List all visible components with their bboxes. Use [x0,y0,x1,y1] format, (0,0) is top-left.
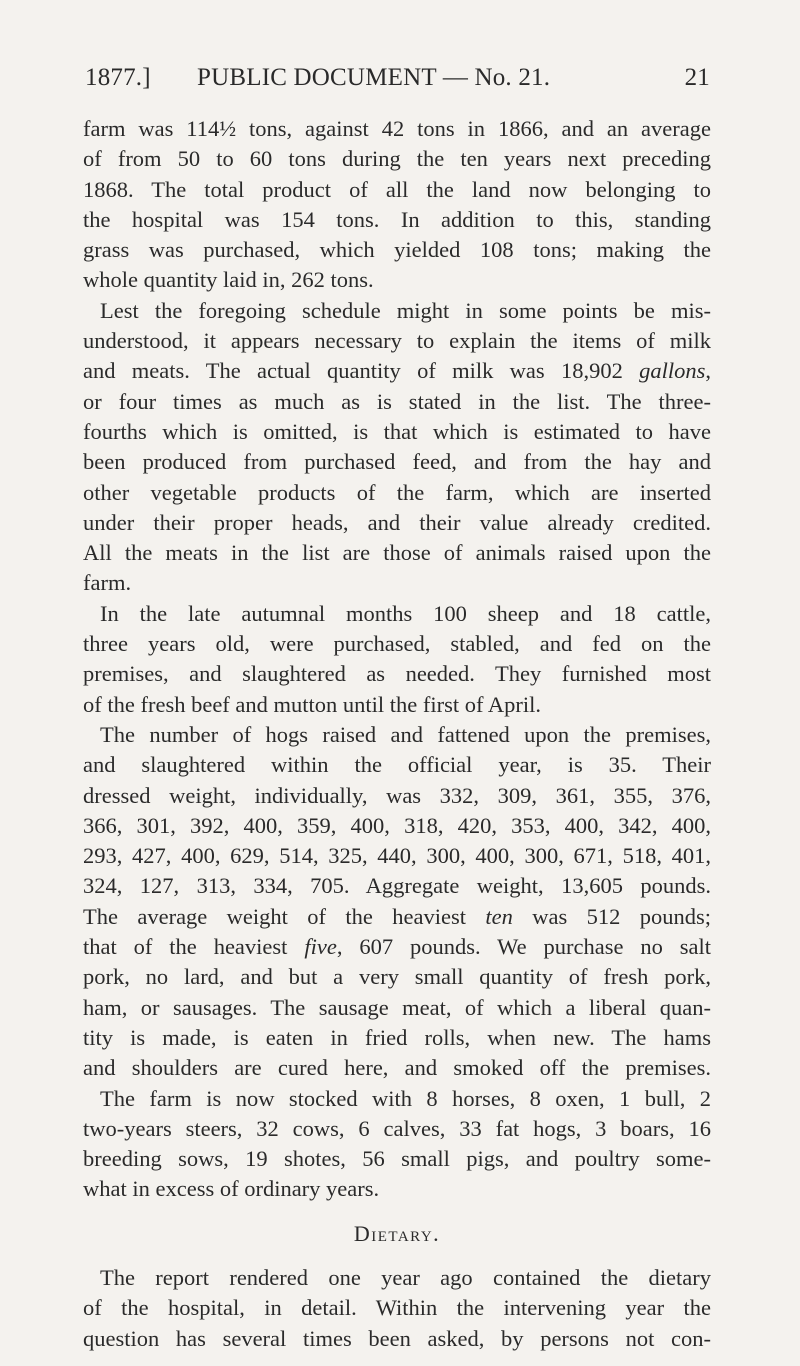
text-line: 324, 127, 313, 334, 705. Aggregate weight, 13,605 pounds. [83,873,711,899]
header-year: 1877.] [85,64,151,91]
text-line: understood, it appears necessary to explain the items of milk [83,328,711,354]
header-title: PUBLIC DOCUMENT — No. 21. [197,64,551,91]
text-line: whole quantity laid in, 262 tons. [83,267,374,293]
text-line: the hospital was 154 tons. In addition to this, standing [83,206,711,232]
section-heading: Dietary. [353,1220,441,1246]
text-line: ham, or sausages. The sausage meat, of which a liberal quan- [83,994,711,1020]
text-line: other vegetable products of the farm, which are inserted [83,479,711,505]
text-line [83,902,711,932]
text-segment: was 512 pounds; [532,903,712,929]
page-number: 21 [684,64,710,91]
text-line: tity is made, is eaten in fried rolls, when new. The hams [83,1024,711,1050]
text-line: 1868. The total product of all the land now belonging to [83,176,711,202]
text-line: The number of hogs raised and fattened upon the premises, [100,721,711,747]
text-segment: The average weight of the heaviest [83,903,466,929]
text-line: of the fresh beef and mutton until the first of April. [83,691,542,717]
text-line: 366, 301, 392, 400, 359, 400, 318, 420, 353, 400, 342, 400, [83,812,711,838]
text-segment: that of the heaviest [83,934,288,960]
text-line: farm was 114½ tons, against 42 tons in 1866, and an average [83,116,711,141]
text-line: what in excess of ordinary years. [83,1176,380,1202]
text-line: The report rendered one year ago contained the dietary [100,1264,711,1290]
text-line [83,932,711,962]
text-line: In the late autumnal months 100 sheep and 18 cattle, [100,600,711,626]
text-line: and slaughtered within the official year, is 35. Their [83,752,711,778]
text-line: breeding sows, 19 shotes, 56 small pigs, and poultry some- [83,1146,711,1172]
text-line [83,356,711,386]
text-line: grass was purchased, which yielded 108 tons; making the [83,237,711,263]
text-line: pork, no lard, and but a very small quantity of fresh pork, [83,964,711,990]
text-line: The farm is now stocked with 8 horses, 8 oxen, 1 bull, 2 [100,1085,711,1111]
text-line: question has several times been asked, by persons not con- [83,1325,711,1351]
italic-word: five [304,934,337,960]
italic-word: ten [485,903,513,929]
running-header [85,64,710,98]
text-line: Lest the foregoing schedule might in some points be mis- [100,297,711,323]
text-line: of the hospital, in detail. Within the intervening year the [83,1295,711,1321]
text-line: and shoulders are cured here, and smoked off the premises. [83,1055,711,1081]
text-segment: , 607 pounds. We purchase no salt [336,934,711,960]
text-line: premises, and slaughtered as needed. They furnished most [83,661,711,687]
text-line: been produced from purchased feed, and from the hay and [83,449,711,475]
text-line: fourths which is omitted, is that which is estimated to have [83,418,711,444]
text-line: under their proper heads, and their value already credited. [83,509,711,535]
italic-word: gallons [639,358,706,384]
text-line: 293, 427, 400, 629, 514, 325, 440, 300, 400, 300, 671, 518, 401, [83,843,711,869]
text-line: dressed weight, individually, was 332, 309, 361, 355, 376, [83,782,711,808]
text-line: All the meats in the list are those of animals raised upon the [83,540,711,566]
text-line: of from 50 to 60 tons during the ten years next preceding [83,146,711,172]
text-line: two-years steers, 32 cows, 6 calves, 33 fat hogs, 3 boars, 16 [83,1115,711,1141]
page-body [83,114,711,1354]
text-line: three years old, were purchased, stabled, and fed on the [83,631,711,657]
text-segment: and meats. The actual quantity of milk was 18,902 [83,358,623,384]
text-line: or four times as much as is stated in the list. The three- [83,388,711,414]
text-line: farm. [83,570,132,596]
text-segment: , [705,358,712,384]
